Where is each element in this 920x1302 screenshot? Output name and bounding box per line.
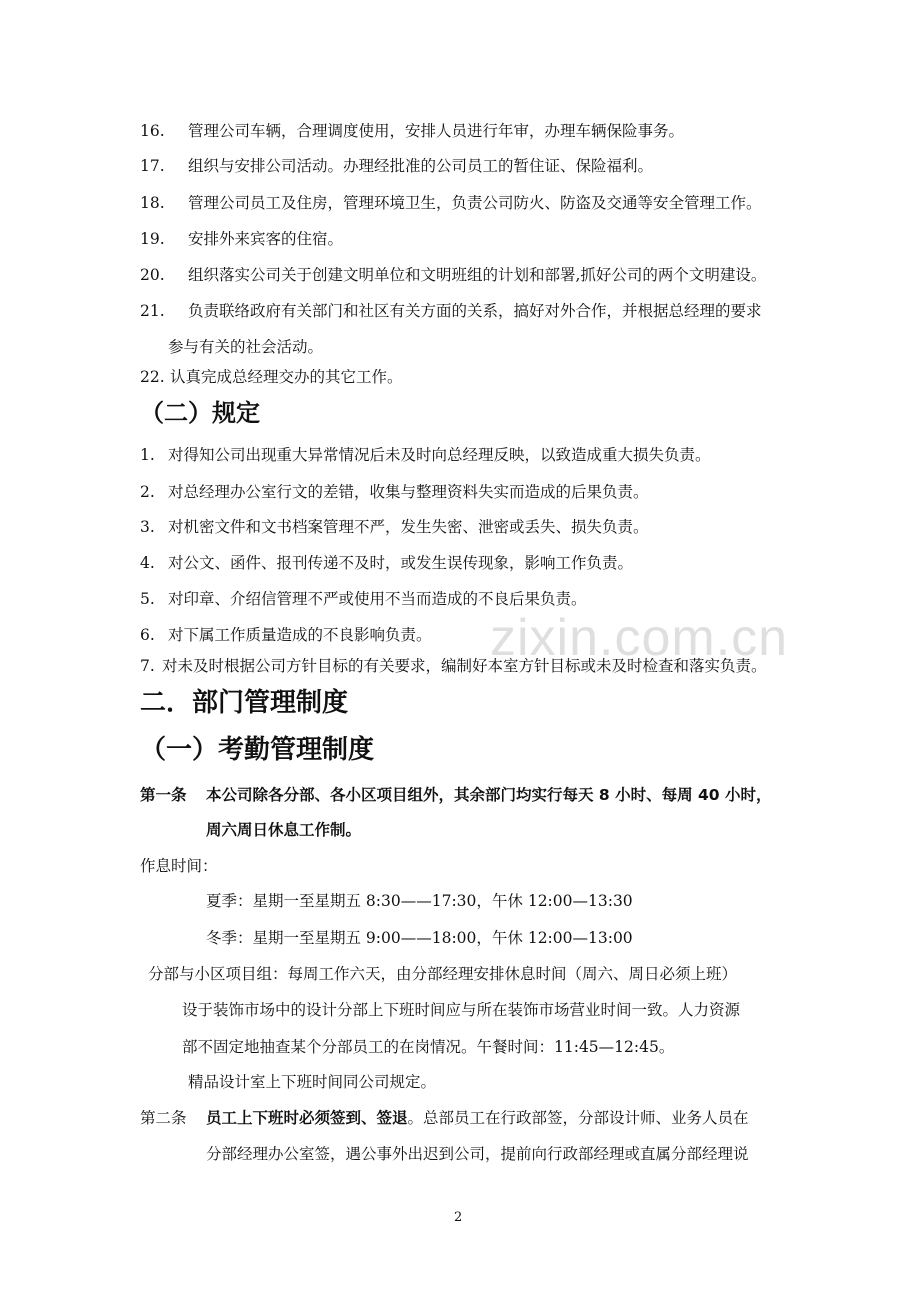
duty-text: 管理公司车辆，合理调度使用，安排人员进行年审，办理车辆保险事务。 [188,122,685,140]
article-label: 第二条 [140,1109,187,1127]
duty-item [140,193,762,213]
duty-item [140,121,684,141]
article-2-continuation: 分部经理办公室签，遇公事外出迟到公司，提前向行政部经理或直属分部经理说 [206,1145,749,1163]
attendance-heading: （一）考勤管理制度 [140,735,375,765]
article-1 [140,785,771,805]
rules-heading: （二）规定 [140,399,260,427]
article-text: 本公司除各分部、各小区项目组外，其余部门均实行每天 8 小时、每周 40 小时， [206,786,772,804]
duty-item [140,367,403,387]
duty-text: 认真完成总经理交办的其它工作。 [170,368,403,386]
branch-hours-continuation: 部不固定地抽查某个分部员工的在岗情况。午餐时间：11:45—12:45。 [182,1038,675,1056]
rule-item [140,517,649,537]
rule-number: 7. [140,657,155,675]
branch-hours-continuation: 设于装饰市场中的设计分部上下班时间应与所在装饰市场营业时间一致。人力资源 [182,1001,741,1019]
article-1-continuation: 周六周日休息工作制。 [206,821,362,839]
winter-hours: 冬季：星期一至星期五 9:00——18:00，午休 12:00—13:00 [206,929,633,947]
work-hours-label: 作息时间： [140,857,218,875]
rule-item [140,625,432,645]
duty-text: 管理公司员工及住房，管理环境卫生，负责公司防火、防盗及交通等安全管理工作。 [188,194,762,212]
duty-number: 17. [140,157,165,175]
rule-number: 4. [140,554,155,572]
rule-item [140,445,711,465]
summer-hours: 夏季：星期一至星期五 8:30——17:30，午休 12:00—13:30 [206,892,633,910]
duty-text: 安排外来宾客的住宿。 [188,230,344,248]
duty-number: 19. [140,230,165,248]
duty-text: 负责联络政府有关部门和社区有关方面的关系，搞好对外合作，并根据总经理的要求 [188,302,762,320]
rule-text: 对公文、函件、报刊传递不及时，或发生误传现象，影响工作负责。 [168,554,634,572]
duty-number: 21. [140,302,165,320]
rule-number: 3. [140,518,155,536]
duty-text: 组织与安排公司活动。办理经批准的公司员工的暂住证、保险福利。 [188,157,654,175]
rule-item [140,589,587,609]
duty-continuation: 参与有关的社会活动。 [168,338,324,356]
duty-item [140,265,766,285]
rule-text: 对印章、介绍信管理不严或使用不当而造成的不良后果负责。 [168,590,587,608]
section-heading: 二．部门管理制度 [140,688,349,718]
duty-number: 20. [140,266,165,284]
duty-item [140,301,762,321]
duty-number: 16. [140,122,165,140]
rule-text: 对得知公司出现重大异常情况后未及时向总经理反映，以致造成重大损失负责。 [168,446,711,464]
rule-text: 对下属工作质量造成的不良影响负责。 [168,626,432,644]
article-2 [140,1108,749,1128]
rule-item [140,553,633,573]
rule-item [140,482,649,502]
page-number: 2 [454,1210,463,1225]
branch-hours: 分部与小区项目组：每周工作六天，由分部经理安排休息时间（周六、周日必须上班） [148,965,738,983]
design-studio-hours: 精品设计室上下班时间同公司规定。 [188,1073,437,1091]
rule-text: 对机密文件和文书档案管理不严，发生失密、泄密或丢失、损失负责。 [168,518,649,536]
rule-number: 2. [140,483,155,501]
article-label: 第一条 [140,786,187,804]
rule-number: 1. [140,446,155,464]
duty-item [140,156,653,176]
rule-number: 6. [140,626,155,644]
rule-text: 对未及时根据公司方针目标的有关要求，编制好本室方针目标或未及时检查和落实负责。 [162,657,767,675]
article-emphasis: 员工上下班时必须签到、签退 [206,1109,408,1127]
rule-text: 对总经理办公室行文的差错，收集与整理资料失实而造成的后果负责。 [168,483,649,501]
duty-item [140,229,343,249]
duty-text: 组织落实公司关于创建文明单位和文明班组的计划和部署,抓好公司的两个文明建设。 [188,266,767,284]
watermark: zixin.com.cn [490,609,789,667]
duty-number: 18. [140,194,165,212]
duty-number: 22. [140,368,165,386]
article-text: 。总部员工在行政部签，分部设计师、业务人员在 [407,1109,749,1127]
rule-number: 5. [140,590,155,608]
